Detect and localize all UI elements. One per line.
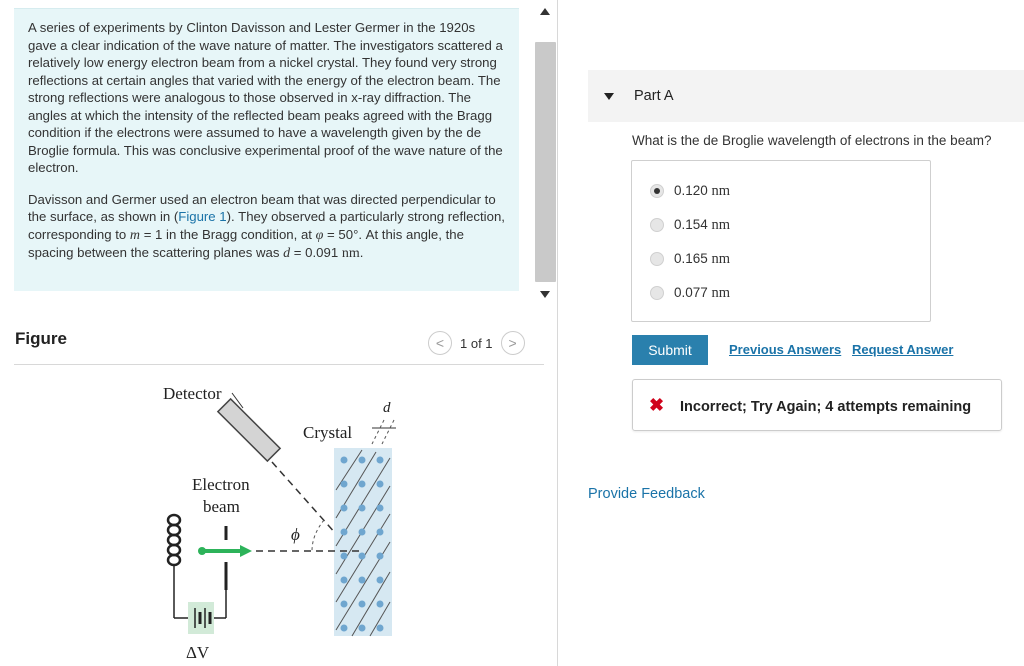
provide-feedback-link[interactable]: Provide Feedback [588, 486, 705, 502]
spacing-d-label: d [383, 400, 391, 416]
feedback-box [632, 379, 1002, 431]
intro-text: Davisson and Germer used an electron beam that was directed perpendicular to the surface, as shown in ( [28, 191, 496, 224]
submit-button[interactable]: Submit [632, 335, 708, 365]
choice-label [674, 217, 730, 234]
davisson-germer-diagram [140, 380, 420, 664]
choice-value: 0.120 [674, 182, 712, 198]
voltage-label: ΔV [186, 643, 210, 662]
choice-value: 0.154 [674, 216, 712, 232]
intro-text: = 50°. At this angle, the spacing between the scattering planes was [28, 226, 464, 260]
radio-icon[interactable] [650, 218, 664, 232]
intro-paragraph-1: A series of experiments by Clinton Davisson and Lester Germer in the 1920s gave a clear indication of the wave nature of matter. The investigators scattered a relatively low energy electron beam from a nickel crystal. They found very strong reflections at certain angles that varied with the energy of the electron beam. The strong reflections were analogous to those observed in x-ray diffraction. The angles at which the intensity of the reflected beam peaks agreed with the Bragg condition if the electrons were assumed to have a wavelength given by the de Broglie formula. This was conclusive experimental proof of the wave nature of the electron. [28, 20, 503, 175]
phi-label: ϕ [291, 525, 300, 544]
d-variable: d [283, 246, 291, 261]
intro-text: = 0.091 [290, 245, 342, 260]
choice-label [674, 251, 730, 268]
intro-text: . [359, 245, 364, 260]
choice-label [674, 285, 730, 302]
angle-arc [312, 520, 324, 551]
problem-intro [14, 8, 519, 291]
crystal-label: Crystal [303, 423, 353, 442]
panel-divider [557, 0, 558, 666]
incorrect-x-icon: ✖ [649, 395, 665, 415]
figure-link[interactable]: Figure 1 [178, 209, 227, 224]
crystal-icon [334, 448, 392, 636]
question-text: What is the de Broglie wavelength of electrons in the beam? [632, 133, 992, 148]
battery-icon [188, 602, 214, 634]
filament-coil-icon [168, 515, 180, 565]
answer-choice[interactable] [650, 283, 730, 303]
choice-unit: nm [711, 216, 731, 233]
next-figure-button[interactable]: > [501, 331, 525, 355]
collapse-triangle-icon[interactable] [604, 93, 614, 100]
electron-gun-icon [198, 526, 252, 590]
radio-icon[interactable] [650, 286, 664, 300]
figure-pager [428, 330, 525, 356]
scrollbar-thumb[interactable] [535, 42, 556, 282]
detector-icon [218, 399, 280, 461]
part-a-title: Part A [634, 88, 674, 104]
answer-choice[interactable] [650, 249, 730, 269]
m-variable: m [129, 227, 141, 243]
spacing-plane-line [372, 420, 384, 444]
answer-choices [631, 160, 931, 322]
divider [14, 364, 544, 365]
answer-choice[interactable] [650, 181, 730, 201]
part-a-header[interactable] [588, 70, 1024, 122]
choice-value: 0.165 [674, 250, 712, 266]
choice-unit: nm [711, 250, 731, 267]
choice-label [674, 183, 730, 200]
scroll-down-icon[interactable] [540, 291, 550, 298]
beam-label: beam [203, 497, 240, 516]
scrollbar[interactable] [534, 0, 558, 306]
radio-icon[interactable] [650, 252, 664, 266]
feedback-message: Incorrect; Try Again; 4 attempts remaining [680, 399, 972, 415]
scroll-up-icon[interactable] [540, 8, 550, 15]
figure-page-count: 1 of 1 [460, 335, 493, 351]
choice-value: 0.077 [674, 284, 712, 300]
request-answer-link[interactable]: Request Answer [852, 342, 954, 357]
spacing-plane-line [382, 420, 394, 444]
electron-label: Electron [192, 475, 250, 494]
phi-variable: φ [315, 227, 324, 243]
intro-text: = 1 in the Bragg condition, at [140, 226, 316, 242]
intro-paragraph-2 [28, 191, 505, 263]
intro-text: ). They observed a particularly strong reflection, corresponding to [28, 209, 505, 242]
choice-unit: nm [711, 284, 731, 301]
detector-label: Detector [163, 384, 222, 403]
figure-title: Figure [15, 329, 67, 348]
previous-figure-button[interactable]: < [428, 331, 452, 355]
previous-answers-link[interactable]: Previous Answers [729, 342, 842, 357]
radio-selected-icon[interactable] [650, 184, 664, 198]
answer-choice[interactable] [650, 215, 730, 235]
unit-nm: nm [341, 246, 360, 261]
choice-unit: nm [711, 182, 731, 199]
